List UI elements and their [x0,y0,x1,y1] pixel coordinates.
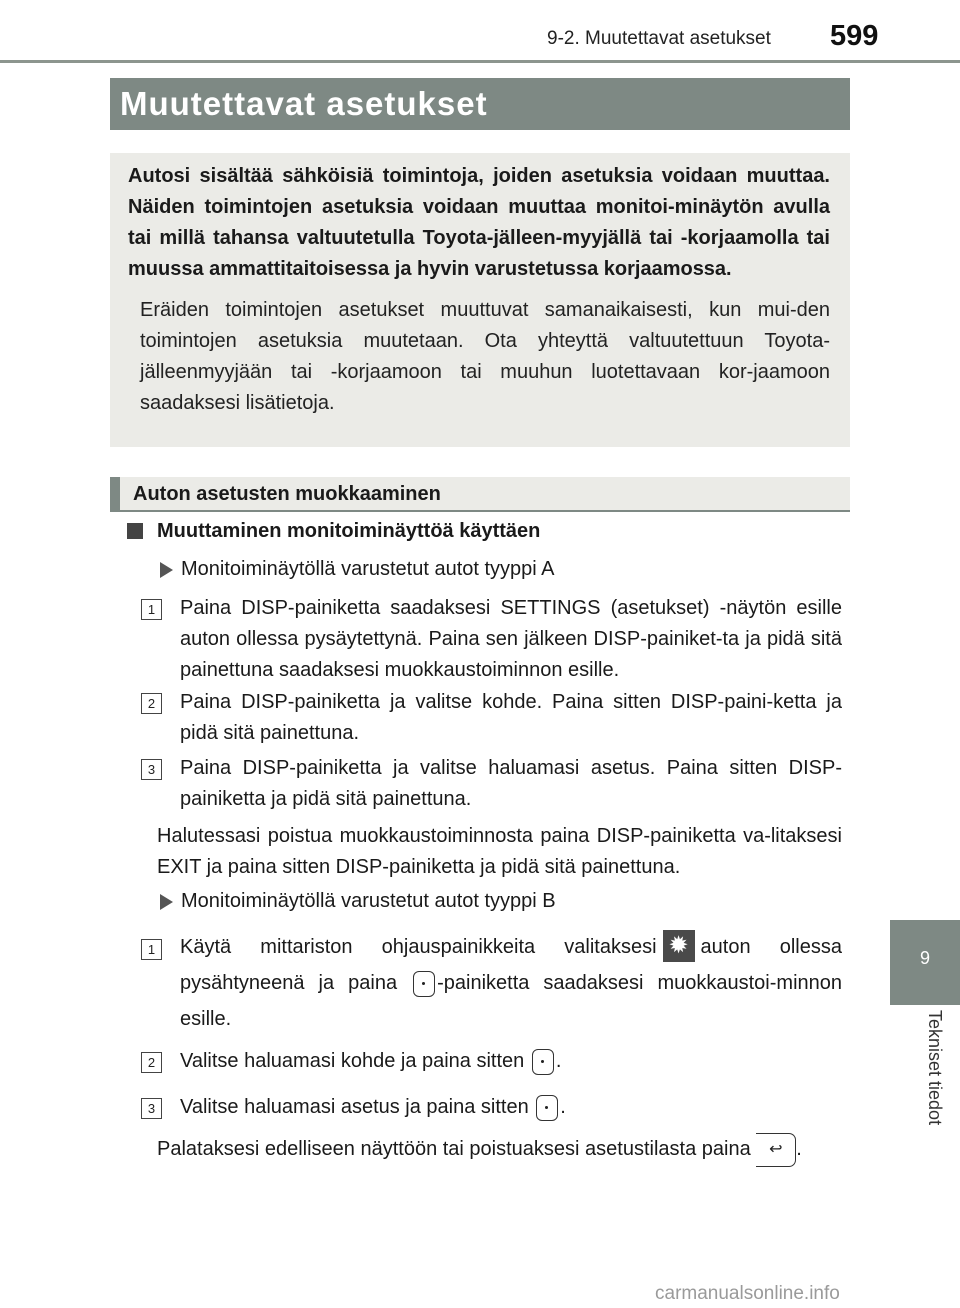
header-section-title: 9-2. Muutettavat asetukset [547,28,771,49]
intro-box [110,153,850,447]
ok-button-icon [413,971,435,997]
chapter-tab [890,920,960,1005]
type-a-note: Halutessasi poistua muokkaustoiminnosta paina DISP-painiketta va-litaksesi EXIT ja paina sitten DISP-painiketta ja pidä sitä painettuna. [157,825,842,878]
intro-bold-text: Autosi sisältää sähköisiä toimintoja, joiden asetuksia voidaan muuttaa. Näiden toimintojen asetuksia voidaan muuttaa monitoi-minäytön avulla tai millä tahansa valtuutetulla Toyota-jälleen-myyjällä tai -korjaamolla tai muussa ammattitaitoisessa ja hyvin varustetussa korjaamossa. [128,165,830,280]
type-b-step-2-part-1: Valitse haluamasi kohde ja paina sitten [180,1050,525,1072]
step-number-box: 2 [141,1052,162,1073]
step-number-box: 2 [141,693,162,714]
back-button-icon: ↩ [756,1133,796,1167]
subheading: Auton asetusten muokkaaminen [133,483,441,505]
type-b-step-2 [180,1046,842,1077]
type-b-note-part-2: . [796,1138,802,1160]
subheading-bar [110,477,850,512]
step-number-box: 3 [141,1098,162,1119]
page-title: Muutettavat asetukset [110,78,850,130]
type-a-step-2: Paina DISP-painiketta ja valitse kohde. Paina sitten DISP-paini-ketta ja pidä sitä painettuna. [180,691,842,744]
ok-button-icon [536,1095,558,1121]
step-number-box: 1 [141,939,162,960]
section-heading: Muuttaminen monitoiminäyttöä käyttäen [157,520,541,542]
header-rule [0,60,960,63]
type-a-step-3: Paina DISP-painiketta ja valitse haluamasi asetus. Paina sitten DISP-painiketta ja pidä sitä painettuna. [180,757,842,810]
triangle-bullet-icon [160,894,173,910]
chapter-label: Tekniset tiedot [925,1010,945,1126]
intro-normal-text: Eräiden toimintojen asetukset muuttuvat samanaikaisesti, kun mui-den toimintojen asetuksia muutetaan. Ota yhteyttä valtuutettuun Toyota-jälleenmyyjään tai -korjaamoon tai muuhun luotettavaan kor-jaamoon saadaksesi lisätietoja. [140,299,830,414]
square-bullet-icon [127,523,143,539]
type-b-step-3 [180,1092,842,1123]
type-b-step-1-part-2: auton ollessa pysähtyneenä ja paina [180,936,842,994]
type-b-label: Monitoiminäytöllä varustetut autot tyyppi B [181,890,556,912]
ok-button-icon [532,1049,554,1075]
type-b-note-part-1: Palataksesi edelliseen näyttöön tai poistuaksesi asetustilasta paina [157,1138,751,1160]
triangle-bullet-icon [160,562,173,578]
type-b-step-1 [180,929,842,1037]
type-b-step-3-part-1: Valitse haluamasi asetus ja paina sitten [180,1096,529,1118]
type-b-step-2-part-2: . [555,1050,562,1072]
gear-icon: ✹ [663,930,695,962]
step-number-box: 1 [141,599,162,620]
type-a-step-1: Paina DISP-painiketta saadaksesi SETTINGS (asetukset) -näytön esille auton ollessa pysäytettynä. Paina sen jälkeen DISP-painiket-ta ja pidä sitä painettuna saadaksesi muokkaustoiminnon esille. [180,597,842,681]
type-b-note [157,1128,842,1170]
type-b-step-3-part-2: . [560,1096,566,1118]
type-b-step-1-part-3: -painiketta saadaksesi muokkaustoi-minnon esille. [180,972,843,1030]
watermark: carmanualsonline.info [655,1283,840,1304]
type-a-label: Monitoiminäytöllä varustetut autot tyyppi A [181,558,555,580]
type-b-step-1-part-1: Käytä mittariston ohjauspainikkeita valitaksesi [180,936,657,958]
step-number-box: 3 [141,759,162,780]
page-number: 599 [830,20,879,52]
chapter-number: 9 [919,948,930,968]
